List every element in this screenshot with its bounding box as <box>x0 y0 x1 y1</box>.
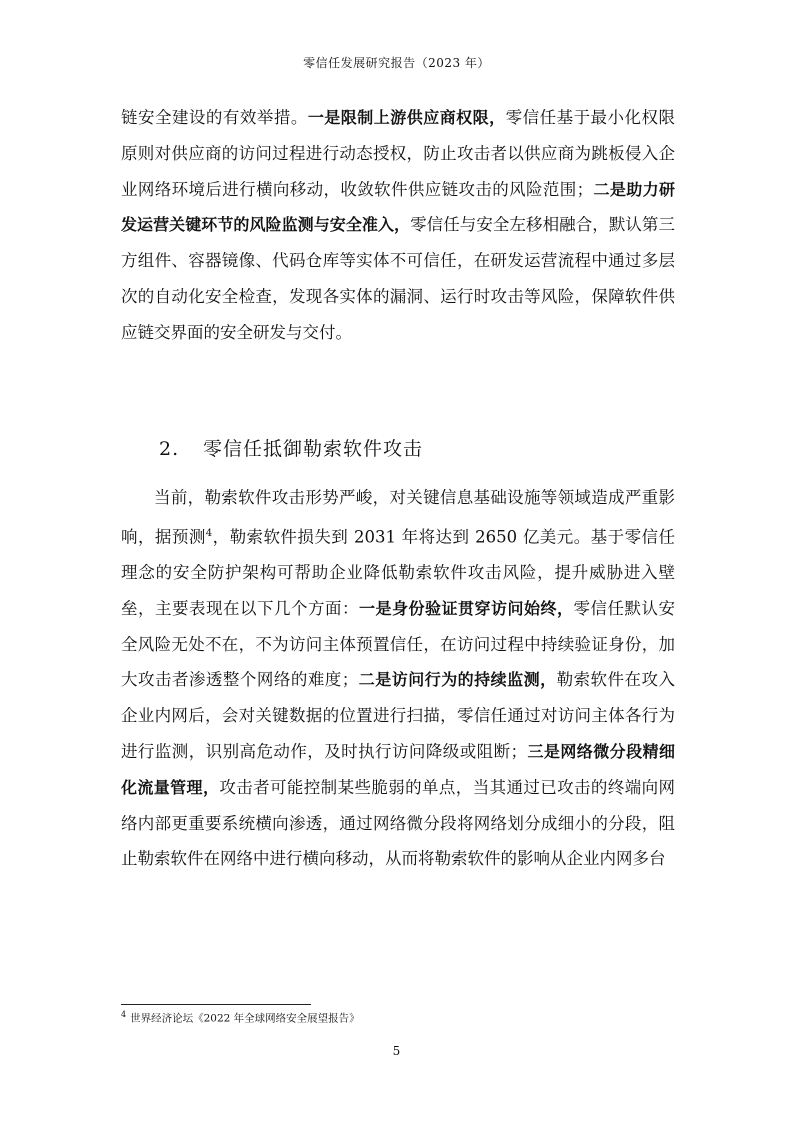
bold-point-2: 二是助力研发运营关键环节的风险监测与安全准入， <box>121 179 675 235</box>
footnote-divider <box>121 1004 311 1005</box>
footnote <box>121 1010 360 1026</box>
footnote-number: 4 <box>121 1010 127 1019</box>
section-heading <box>159 434 423 461</box>
footnote-text: 世界经济论坛《2022 年全球网络安全展望报告》 <box>130 1012 360 1025</box>
bold-point-2: 二是访问行为的持续监测， <box>358 670 557 690</box>
bold-point-3: 三是网络微分段精细化流量管理， <box>121 742 675 797</box>
text-run: ，勒索软件损失到 2031 年将达到 2650 亿美元。基于零信任理念的安全防护架构可帮助企业降低勒索软件攻击风险，提升威胁进入壁垒，主要表现在以下几个方面： <box>121 527 675 618</box>
text-run: 勒索软件在攻入企业内网后，会对关键数据的位置进行扫描，零信任通过对访问主体各行为进行监测，识别高危动作，及时执行访问降级或阻断； <box>121 670 675 762</box>
section-number: 2. <box>159 438 180 460</box>
paragraph-ransomware <box>121 480 675 877</box>
page-header: 零信任发展研究报告（2023 年） <box>303 56 490 70</box>
text-run: 零信任默认安全风险无处不在，不为访问主体预置信任，在访问过程中持续验证身份，加大攻击者渗透整个网络的难度； <box>121 598 675 690</box>
text-run: 当前，勒索软件攻击形势严峻，对关键信息基础设施等领域造成严重影响，据预测 <box>121 488 675 547</box>
text-run: 零信任基于最小化权限原则对供应商的访问过程进行动态授权，防止攻击者以供应商为跳板侵入企业网络环境后进行横向移动，收敛软件供应链攻击的风险范围； <box>121 108 675 199</box>
bold-point-1: 一是限制上游供应商权限， <box>307 108 506 127</box>
section-title: 零信任抵御勒索软件攻击 <box>203 438 424 460</box>
paragraph-supply-chain <box>121 100 675 351</box>
page-number: 5 <box>392 1044 401 1058</box>
text-run: 链安全建设的有效举措。 <box>121 108 308 127</box>
footnote-ref[interactable]: 4 <box>205 527 213 539</box>
bold-point-1: 一是身份验证贯穿访问始终， <box>359 598 574 618</box>
text-run: 零信任与安全左移相融合，默认第三方组件、容器镜像、代码仓库等实体不可信任，在研发运营流程中通过多层次的自动化安全检查，发现各实体的漏洞、运行时攻击等风险，保障软件供应链交界面的安全研发与交付。 <box>121 215 675 342</box>
text-run: 攻击者可能控制某些脆弱的单点，当其通过已攻击的终端向网络内部更重要系统横向渗透，通过网络微分段将网络划分成细小的分段，阻止勒索软件在网络中进行横向移动，从而将勒索软件的影响从企业内网多台 <box>121 777 675 869</box>
